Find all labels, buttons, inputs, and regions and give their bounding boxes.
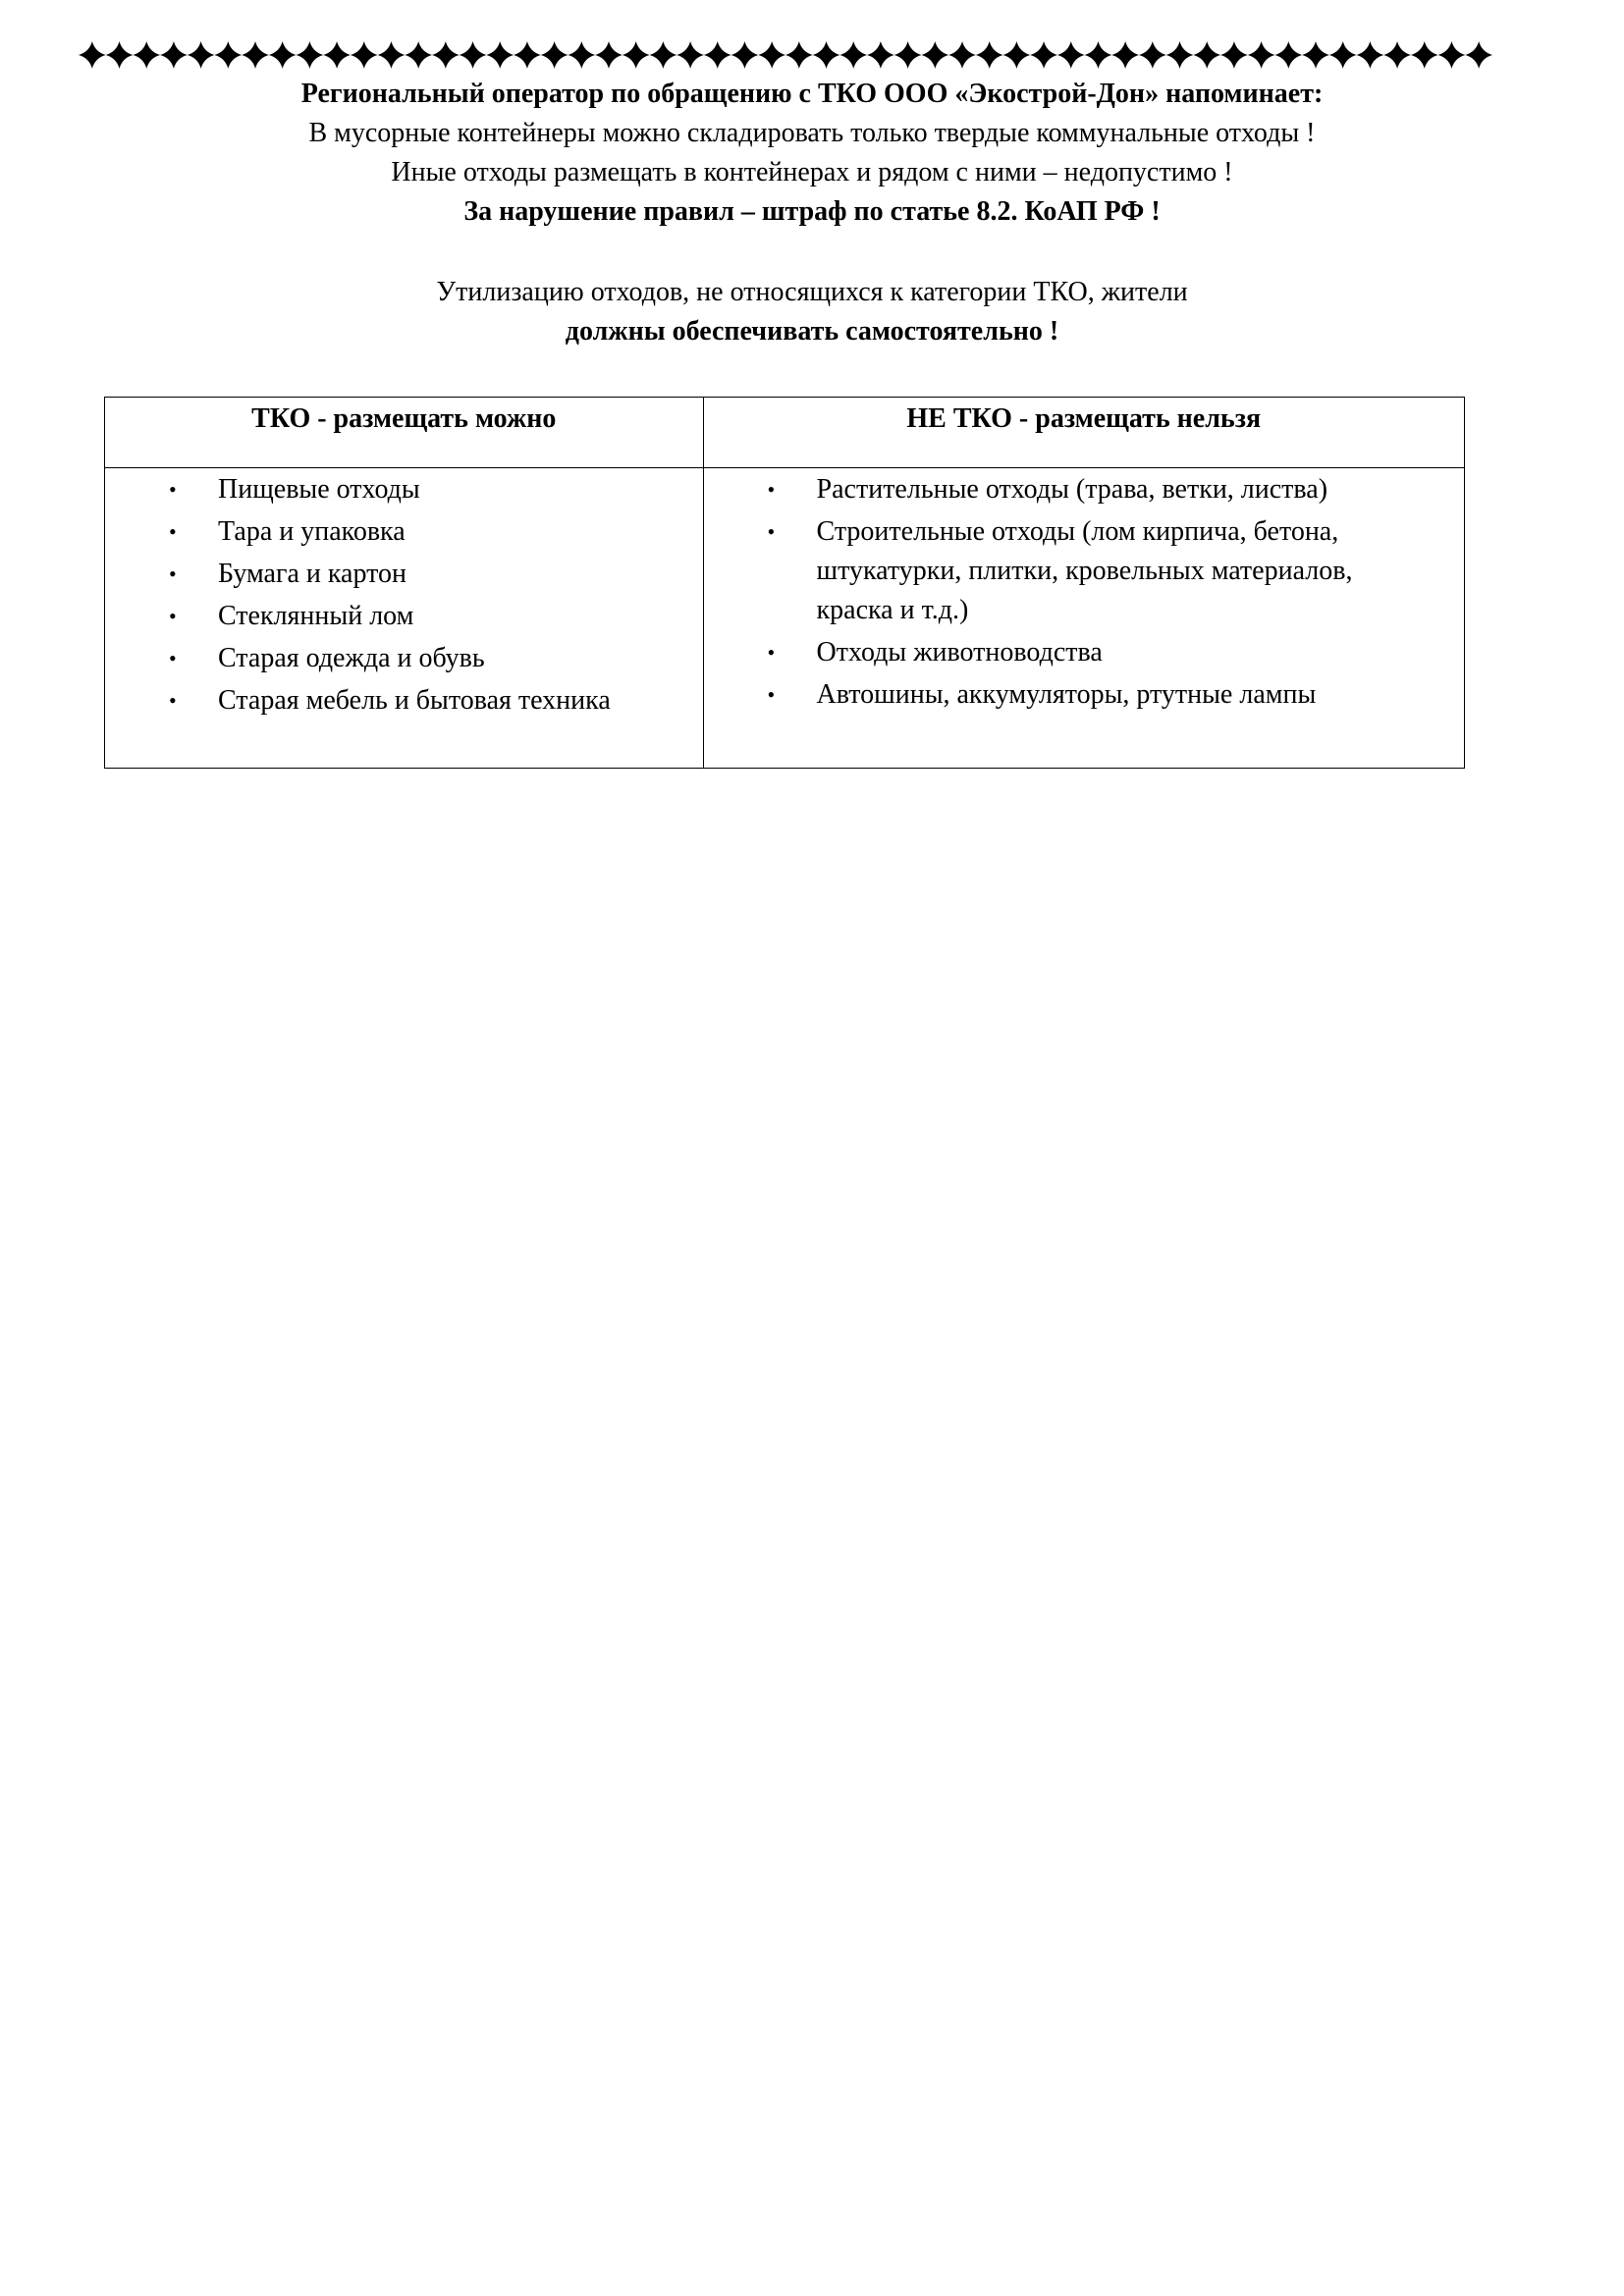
four-point-star-icon	[1111, 41, 1139, 69]
four-point-star-icon	[432, 41, 460, 69]
notice-header	[0, 75, 1624, 351]
four-point-star-icon	[921, 41, 948, 69]
allowed-header: ТКО - размещать можно	[105, 398, 704, 468]
four-point-star-icon	[351, 41, 378, 69]
four-point-star-icon	[731, 41, 759, 69]
disposal-note: Утилизацию отходов, не относящихся к категории ТКО, жители	[436, 277, 1188, 307]
four-point-star-icon	[297, 41, 324, 69]
four-point-star-icon	[1302, 41, 1329, 69]
four-point-star-icon	[623, 41, 650, 69]
forbidden-cell	[703, 468, 1464, 769]
star-ornament-row	[79, 37, 1492, 73]
four-point-star-icon	[405, 41, 432, 69]
allowed-cell	[105, 468, 704, 769]
four-point-star-icon	[839, 41, 867, 69]
list-item: • Старая одежда и обувь	[105, 639, 703, 678]
four-point-star-icon	[894, 41, 922, 69]
bullet-icon: •	[767, 640, 776, 665]
star-ornament-border	[79, 37, 1492, 73]
four-point-star-icon	[242, 41, 269, 69]
list-item: • Пищевые отходы	[105, 470, 703, 509]
four-point-star-icon	[1248, 41, 1275, 69]
bullet-icon: •	[169, 519, 177, 544]
four-point-star-icon	[650, 41, 677, 69]
other-waste-rule: Иные отходы размещать в контейнерах и рядом с ними – недопустимо !	[391, 157, 1233, 187]
four-point-star-icon	[785, 41, 813, 69]
bullet-icon: •	[169, 561, 177, 586]
four-point-star-icon	[1411, 41, 1438, 69]
four-point-star-icon	[595, 41, 623, 69]
four-point-star-icon	[704, 41, 731, 69]
four-point-star-icon	[1030, 41, 1057, 69]
four-point-star-icon	[1057, 41, 1085, 69]
four-point-star-icon	[79, 41, 106, 69]
four-point-star-icon	[758, 41, 785, 69]
four-point-star-icon	[1274, 41, 1302, 69]
four-point-star-icon	[1465, 41, 1492, 69]
waste-rules-table	[104, 397, 1465, 769]
four-point-star-icon	[1357, 41, 1384, 69]
four-point-star-icon	[1438, 41, 1466, 69]
bullet-icon: •	[169, 477, 177, 502]
list-item: • Автошины, аккумуляторы, ртутные лампы	[704, 675, 1464, 715]
list-item: • Строительные отходы (лом кирпича, бетона, штукатурки, плитки, кровельных материалов, краска и т.д.)	[704, 512, 1464, 630]
four-point-star-icon	[1329, 41, 1357, 69]
list-item: • Отходы животноводства	[704, 633, 1464, 672]
bullet-icon: •	[169, 604, 177, 628]
disposal-note-emphasis: должны обеспечивать самостоятельно !	[565, 316, 1059, 347]
four-point-star-icon	[1003, 41, 1031, 69]
bullet-icon: •	[169, 646, 177, 670]
allowed-list	[105, 468, 703, 721]
forbidden-header: НЕ ТКО - размещать нельзя	[703, 398, 1464, 468]
fine-warning: За нарушение правил – штраф по статье 8.2. КоАП РФ !	[463, 196, 1161, 227]
four-point-star-icon	[813, 41, 840, 69]
four-point-star-icon	[323, 41, 351, 69]
four-point-star-icon	[133, 41, 160, 69]
four-point-star-icon	[677, 41, 704, 69]
four-point-star-icon	[378, 41, 406, 69]
four-point-star-icon	[514, 41, 541, 69]
four-point-star-icon	[976, 41, 1003, 69]
forbidden-list	[704, 468, 1464, 715]
four-point-star-icon	[1166, 41, 1194, 69]
four-point-star-icon	[948, 41, 976, 69]
four-point-star-icon	[568, 41, 595, 69]
four-point-star-icon	[269, 41, 297, 69]
four-point-star-icon	[460, 41, 487, 69]
bullet-icon: •	[169, 688, 177, 713]
four-point-star-icon	[541, 41, 568, 69]
list-item: • Тара и упаковка	[105, 512, 703, 552]
four-point-star-icon	[106, 41, 134, 69]
four-point-star-icon	[1383, 41, 1411, 69]
four-point-star-icon	[1193, 41, 1220, 69]
list-item: • Бумага и картон	[105, 555, 703, 594]
four-point-star-icon	[486, 41, 514, 69]
bullet-icon: •	[767, 477, 776, 502]
operator-notice: Региональный оператор по обращению с ТКО ООО «Экострой-Дон» напоминает:	[300, 79, 1324, 109]
four-point-star-icon	[214, 41, 242, 69]
four-point-star-icon	[1220, 41, 1248, 69]
four-point-star-icon	[1085, 41, 1112, 69]
bullet-icon: •	[767, 682, 776, 707]
list-item: • Стеклянный лом	[105, 597, 703, 636]
list-item: • Растительные отходы (трава, ветки, листва)	[704, 470, 1464, 509]
four-point-star-icon	[160, 41, 188, 69]
container-rule: В мусорные контейнеры можно складировать только твердые коммунальные отходы !	[308, 118, 1316, 148]
bullet-icon: •	[767, 519, 776, 544]
four-point-star-icon	[1139, 41, 1166, 69]
four-point-star-icon	[188, 41, 215, 69]
four-point-star-icon	[867, 41, 894, 69]
list-item: • Старая мебель и бытовая техника	[105, 681, 703, 721]
